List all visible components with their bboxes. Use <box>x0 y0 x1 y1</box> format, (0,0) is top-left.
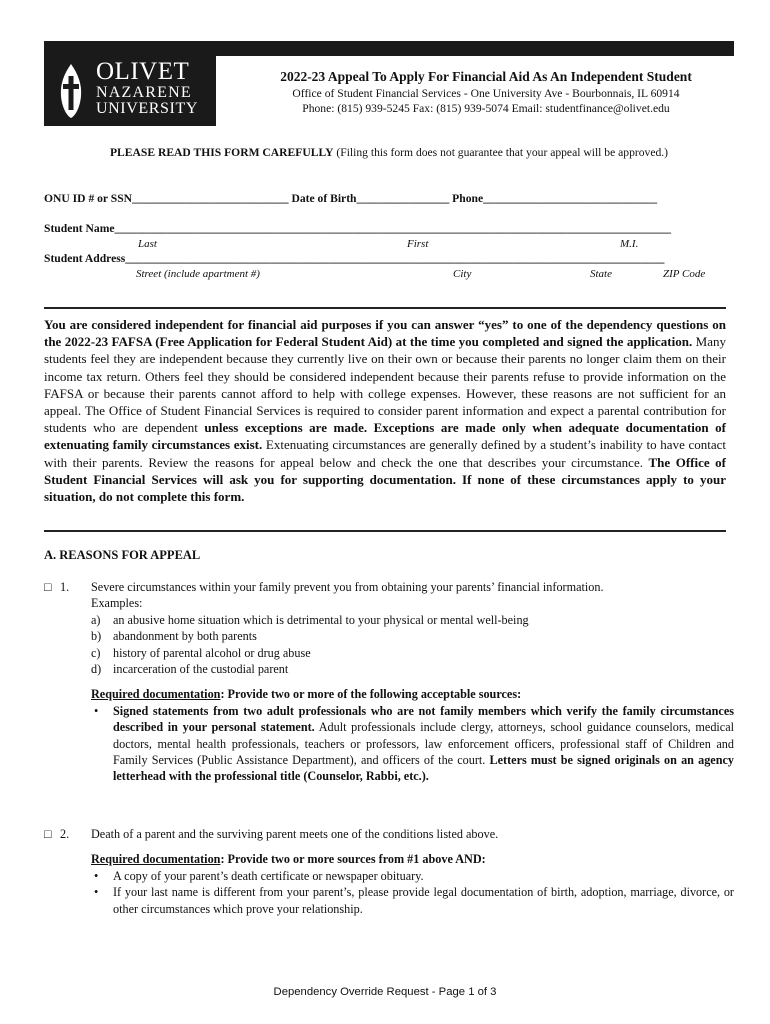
list-item <box>91 703 734 785</box>
reason-item-1 <box>44 579 734 785</box>
reason-2-checkbox[interactable]: □ <box>44 827 52 841</box>
req-rest: : Provide two or more of the following acceptable sources: <box>220 687 522 702</box>
bullet-bold-1: Signed statements from two adult professionals who are not family members which verify the family circumstances described in your personal statement. <box>113 703 734 735</box>
example-text: history of parental alcohol or drug abuse <box>113 645 311 660</box>
bullet-text: A copy of your parent’s death certificate or newspaper obituary. <box>113 868 424 883</box>
bullet-icon: • <box>94 885 99 900</box>
name-sub-mi: M.I. <box>620 238 639 250</box>
address-label: Student Address <box>44 252 126 265</box>
example-mark: b) <box>91 629 102 644</box>
intro-paragraph <box>44 316 726 505</box>
reason-item-2 <box>44 826 734 917</box>
req-label: Required documentation <box>91 687 221 702</box>
list-item <box>91 612 734 628</box>
list-item <box>91 645 734 661</box>
bullet-icon: • <box>94 868 99 883</box>
phone-blank[interactable]: ______________________________ <box>483 192 657 205</box>
intro-text-2: Extenuating circumstances are generally defined by a student’s inability to have contact with their parents. Review the reasons for appeal below and check the one that describes your circumstance. <box>44 437 726 470</box>
name-sub-first: First <box>407 238 429 250</box>
example-mark: c) <box>91 645 101 660</box>
reason-2-number: 2. <box>60 827 70 841</box>
address-sub-street: Street (include apartment #) <box>136 268 260 280</box>
name-label: Student Name <box>44 222 115 235</box>
logo-word-university: UNIVERSITY <box>96 100 198 117</box>
logo-word-nazarene: NAZARENE <box>96 84 192 101</box>
example-mark: a) <box>91 612 101 627</box>
bullet-bold-2: Letters must be signed originals on an agency letterhead with the professional title (Counselor, Rabbi, etc.). <box>113 753 734 784</box>
notice-rest: (Filing this form does not guarantee that your appeal will be approved.) <box>333 146 669 159</box>
phone-label: Phone <box>452 192 484 205</box>
id-dob-phone-row <box>44 191 734 207</box>
list-item <box>91 868 734 884</box>
address-sub-state: State <box>590 268 612 280</box>
logo-word-olivet: OLIVET <box>96 58 190 85</box>
bullet-icon: • <box>94 703 99 718</box>
reason-1-examples-label: Examples: <box>91 596 143 611</box>
req-label: Required documentation <box>91 852 221 867</box>
intro-bold-1: You are considered independent for financial aid purposes if you can answer “yes” to one of the dependency questions on the 2022-23 FAFSA (Free Application for Federal Student Aid) at the time you completed and signed the application. <box>44 317 726 350</box>
dob-label: Date of Birth <box>291 192 357 205</box>
reason-2-text: Death of a parent and the surviving parent meets one of the conditions listed above. <box>91 827 499 841</box>
header-bar <box>44 41 734 56</box>
id-blank[interactable]: ___________________________ <box>132 192 289 205</box>
section-a-heading: A. REASONS FOR APPEAL <box>44 548 201 562</box>
example-mark: d) <box>91 662 102 677</box>
form-title: 2022-23 Appeal To Apply For Financial Aid As An Independent Student <box>280 69 692 84</box>
university-logo <box>44 56 216 126</box>
example-text: an abusive home situation which is detrimental to your physical or mental well-being <box>113 612 529 627</box>
req-bullets <box>91 868 734 917</box>
cross-flame-icon <box>54 62 88 120</box>
list-item <box>91 884 734 917</box>
address-sub-zip: ZIP Code <box>663 268 706 280</box>
list-item <box>91 628 734 644</box>
student-address-row <box>44 251 734 267</box>
student-name-row <box>44 221 734 237</box>
divider-top <box>44 307 726 309</box>
office-address: Office of Student Financial Services - One University Ave - Bourbonnais, IL 60914 <box>292 87 680 100</box>
name-sub-last: Last <box>138 238 157 250</box>
notice-bold: PLEASE READ THIS FORM CAREFULLY <box>109 146 334 159</box>
address-blank[interactable]: _____________________________________________________________________________________________ <box>125 252 665 265</box>
intro-text-1: Many students feel they are independent because they currently live on their own or because their parents no longer claim them on their income tax return. Others feel they should be considered independent because their parents refuse to provide information on the FAFSA or because their parents cannot afford to help with college expenses. However, these reasons are not sufficient for an appeal. The Office of Student Financial Services is required to consider parent information and expect a parental contribution for students who are dependent <box>44 334 726 436</box>
reason-2-requirements <box>91 851 734 917</box>
reason-1-number: 1. <box>60 580 70 594</box>
name-blank[interactable]: ________________________________________________________________________________________________ <box>114 222 672 235</box>
reason-1-checkbox[interactable]: □ <box>44 580 52 594</box>
form-header <box>236 68 736 116</box>
example-text: incarceration of the custodial parent <box>113 662 289 677</box>
bullet-text: Adult professionals include clergy, attorneys, school guidance counselors, medical doctors, mental health professionals, teachers or professors, law enforcement officers, professional staff of Children and Family Services (Public Assistance Department), and officers of the court. <box>113 720 734 768</box>
id-label: ONU ID # or SSN <box>44 192 133 205</box>
intro-bold-3: The Office of Student Financial Services will ask you for supporting documentation. If none of these circumstances apply to your situation, do not complete this form. <box>44 454 727 505</box>
intro-bold-2: unless exceptions are made. Exceptions are made only when adequate documentation of extenuating family circumstances exist. <box>44 420 727 453</box>
reason-1-examples <box>91 612 734 678</box>
req-bullets <box>91 703 734 785</box>
reason-1-requirements <box>91 686 734 784</box>
req-rest: : Provide two or more sources from #1 above AND: <box>220 852 486 867</box>
notice <box>44 145 734 161</box>
list-item <box>91 661 734 677</box>
divider-bottom <box>44 530 726 532</box>
bullet-text: If your last name is different from your parent’s, please provide legal documentation of birth, adoption, marriage, divorce, or other circumstances which prove your relationship. <box>113 885 734 916</box>
address-sub-city: City <box>453 268 472 280</box>
reason-1-text: Severe circumstances within your family prevent you from obtaining your parents’ financial information. <box>91 580 604 594</box>
dob-blank[interactable]: ________________ <box>356 192 450 205</box>
example-text: abandonment by both parents <box>113 629 257 644</box>
office-contact: Phone: (815) 939-5245 Fax: (815) 939-5074 Email: studentfinance@olivet.edu <box>302 102 670 115</box>
page-footer: Dependency Override Request - Page 1 of 3 <box>273 986 497 998</box>
